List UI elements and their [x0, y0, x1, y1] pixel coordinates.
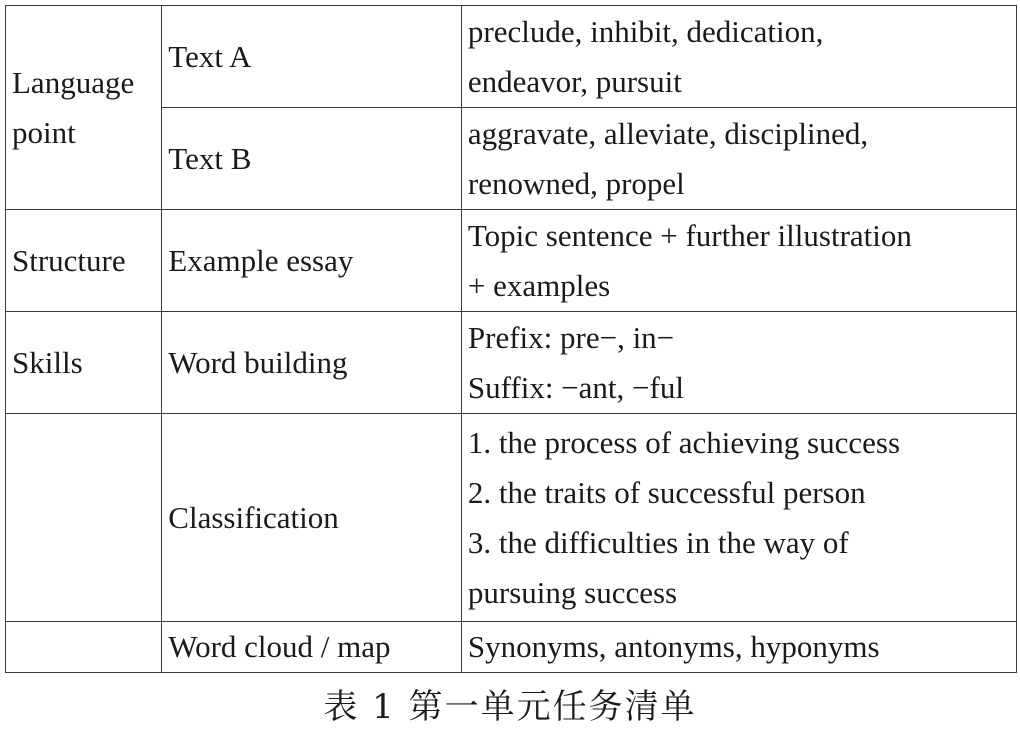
section-cell-skills: Skills	[6, 312, 162, 414]
item-cell-text-b: Text B	[162, 108, 462, 210]
section-cell-empty	[6, 414, 162, 622]
content-cell-text-b	[461, 108, 1016, 210]
content-line: Synonyms, antonyms, hyponyms	[467, 629, 880, 664]
content-cell-classification	[461, 414, 1016, 622]
section-cell-language-point: Language point	[6, 6, 162, 210]
section-cell-structure: Structure	[6, 210, 162, 312]
table-row	[6, 622, 1017, 673]
content-line: pursuing success	[467, 574, 678, 610]
table-row	[6, 414, 1017, 622]
content-line: 1. the process of achieving success	[467, 424, 901, 460]
table-row	[6, 6, 1017, 108]
content-line: 2. the traits of successful person	[467, 474, 866, 510]
item-cell-text-a: Text A	[162, 6, 462, 108]
section-cell-empty	[6, 622, 162, 673]
content-line: endeavor, pursuit	[467, 63, 682, 99]
content-line: + examples	[467, 267, 611, 303]
content-line: Prefix: pre−, in−	[467, 319, 675, 355]
content-cell-example-essay	[461, 210, 1016, 312]
content-cell-word-cloud-map	[461, 622, 1016, 673]
content-cell-word-building	[461, 312, 1016, 414]
table-row	[6, 210, 1017, 312]
task-table-container	[5, 5, 1017, 673]
table-caption: 表 1 第一单元任务清单	[323, 687, 697, 727]
content-cell-text-a	[461, 6, 1016, 108]
content-line: renowned, propel	[467, 165, 685, 201]
content-line: aggravate, alleviate, disciplined,	[467, 115, 869, 151]
item-cell-word-building: Word building	[162, 312, 462, 414]
task-list-table	[5, 5, 1017, 673]
content-line: preclude, inhibit, dedication,	[467, 13, 824, 49]
item-cell-example-essay: Example essay	[162, 210, 462, 312]
content-line: 3. the difficulties in the way of	[467, 524, 849, 560]
item-cell-classification: Classification	[162, 414, 462, 622]
table-row	[6, 312, 1017, 414]
item-cell-word-cloud-map: Word cloud / map	[162, 622, 462, 673]
content-line: Suffix: −ant, −ful	[467, 369, 684, 405]
content-line: Topic sentence + further illustration	[467, 217, 912, 253]
